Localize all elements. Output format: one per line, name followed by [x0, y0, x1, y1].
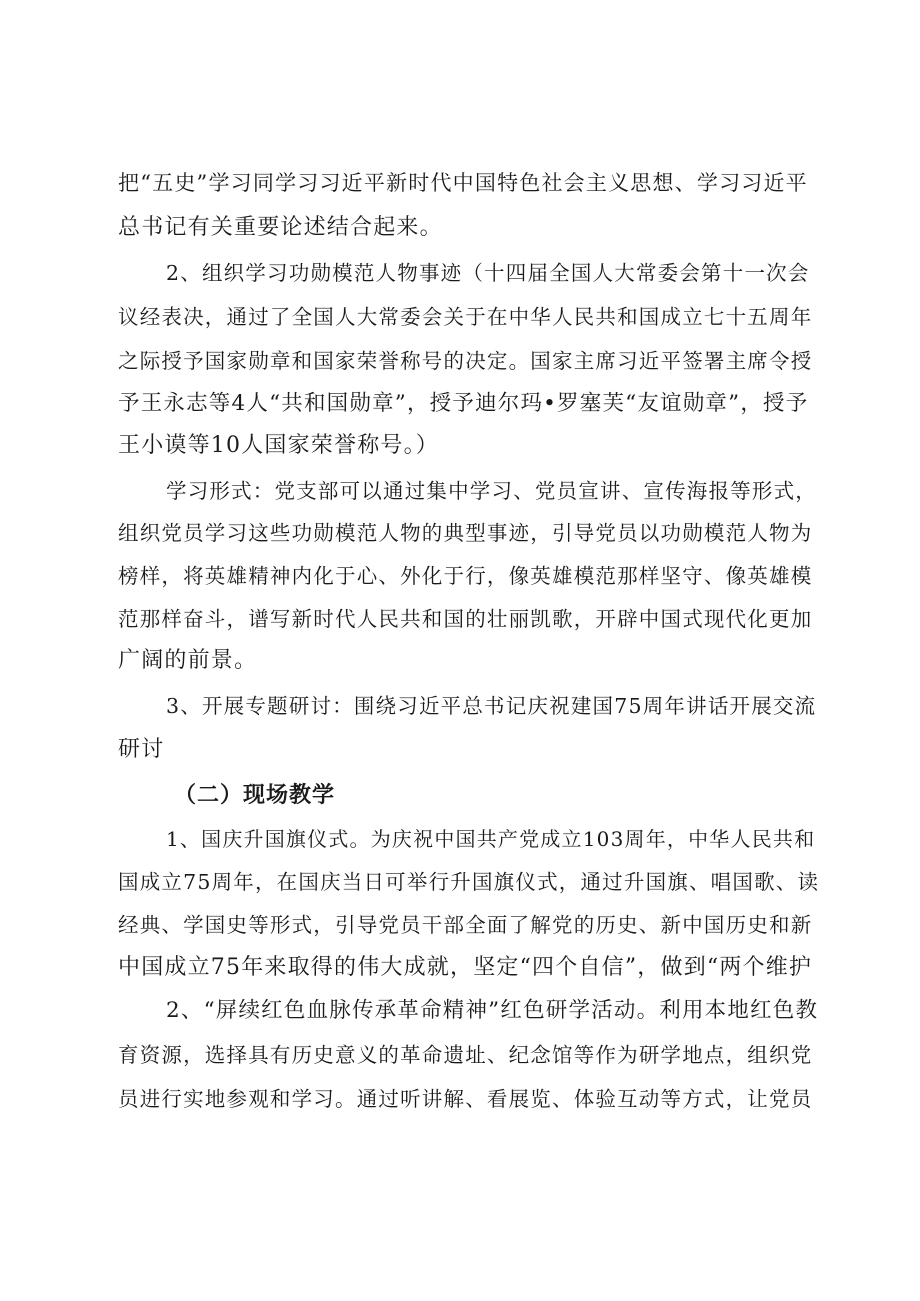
paragraph-line: 员进行实地参观和学习。通过听讲解、看展览、体验互动等方式，让党员	[118, 1087, 813, 1111]
paragraph-line: 经典、学国史等形式，引导党员干部全面了解党的历史、新中国历史和新	[118, 913, 813, 937]
paragraph-line: 3、开展专题研讨：围绕习近平总书记庆祝建国75周年讲话开展交流	[166, 694, 817, 718]
paragraph-line: 育资源，选择具有历史意义的革命遗址、纪念馆等作为研学地点，组织党	[118, 1043, 813, 1067]
paragraph-line: 之际授予国家勋章和国家荣誉称号的决定。国家主席习近平签署主席令授	[118, 349, 813, 373]
paragraph-line: 组织党员学习这些功勋模范人物的典型事迹，引导党员以功勋模范人物为	[118, 521, 813, 545]
paragraph-line: 范那样奋斗，谱写新时代人民共和国的壮丽凯歌，开辟中国式现代化更加	[118, 607, 813, 631]
paragraph-line: 中国成立75年来取得的伟大成就，坚定“四个自信”，做到“两个维护	[118, 955, 813, 980]
paragraph-line: 1、国庆升国旗仪式。为庆祝中国共产党成立103周年，中华人民共和	[166, 827, 816, 851]
paragraph-line: 予王永志等4人“共和国勋章”，授予迪尔玛•罗塞芙“友谊勋章”，授予	[118, 391, 809, 416]
paragraph-line: 榜样，将英雄精神内化于心、外化于行，像英雄模范那样坚守、像英雄模	[118, 564, 813, 588]
paragraph-line: 2、“屏续红色血脉传承革命精神”红色研学活动。利用本地红色教	[166, 998, 819, 1023]
section-heading: （二）现场教学	[174, 782, 336, 808]
paragraph-line: 国成立75周年，在国庆当日可举行升国旗仪式，通过升国旗、唱国歌、读	[118, 870, 820, 894]
paragraph-line: 把“五史”学习同学习习近平新时代中国特色社会主义思想、学习习近平	[118, 171, 808, 195]
paragraph-line: 王小谟等10人国家荣誉称号。）	[118, 433, 439, 458]
paragraph-line: 研讨	[118, 737, 165, 762]
paragraph-line: 2、组织学习功勋模范人物事迹（十四届全国人大常委会第十一次会	[166, 261, 810, 285]
paragraph-line: 议经表决，通过了全国人大常委会关于在中华人民共和国成立七十五周年	[118, 305, 813, 329]
paragraph-line: 学习形式：党支部可以通过集中学习、党员宣讲、宣传海报等形式，	[166, 479, 817, 503]
paragraph-line: 总书记有关重要论述结合起来。	[118, 215, 443, 240]
paragraph-line: 广阔的前景。	[118, 648, 258, 673]
